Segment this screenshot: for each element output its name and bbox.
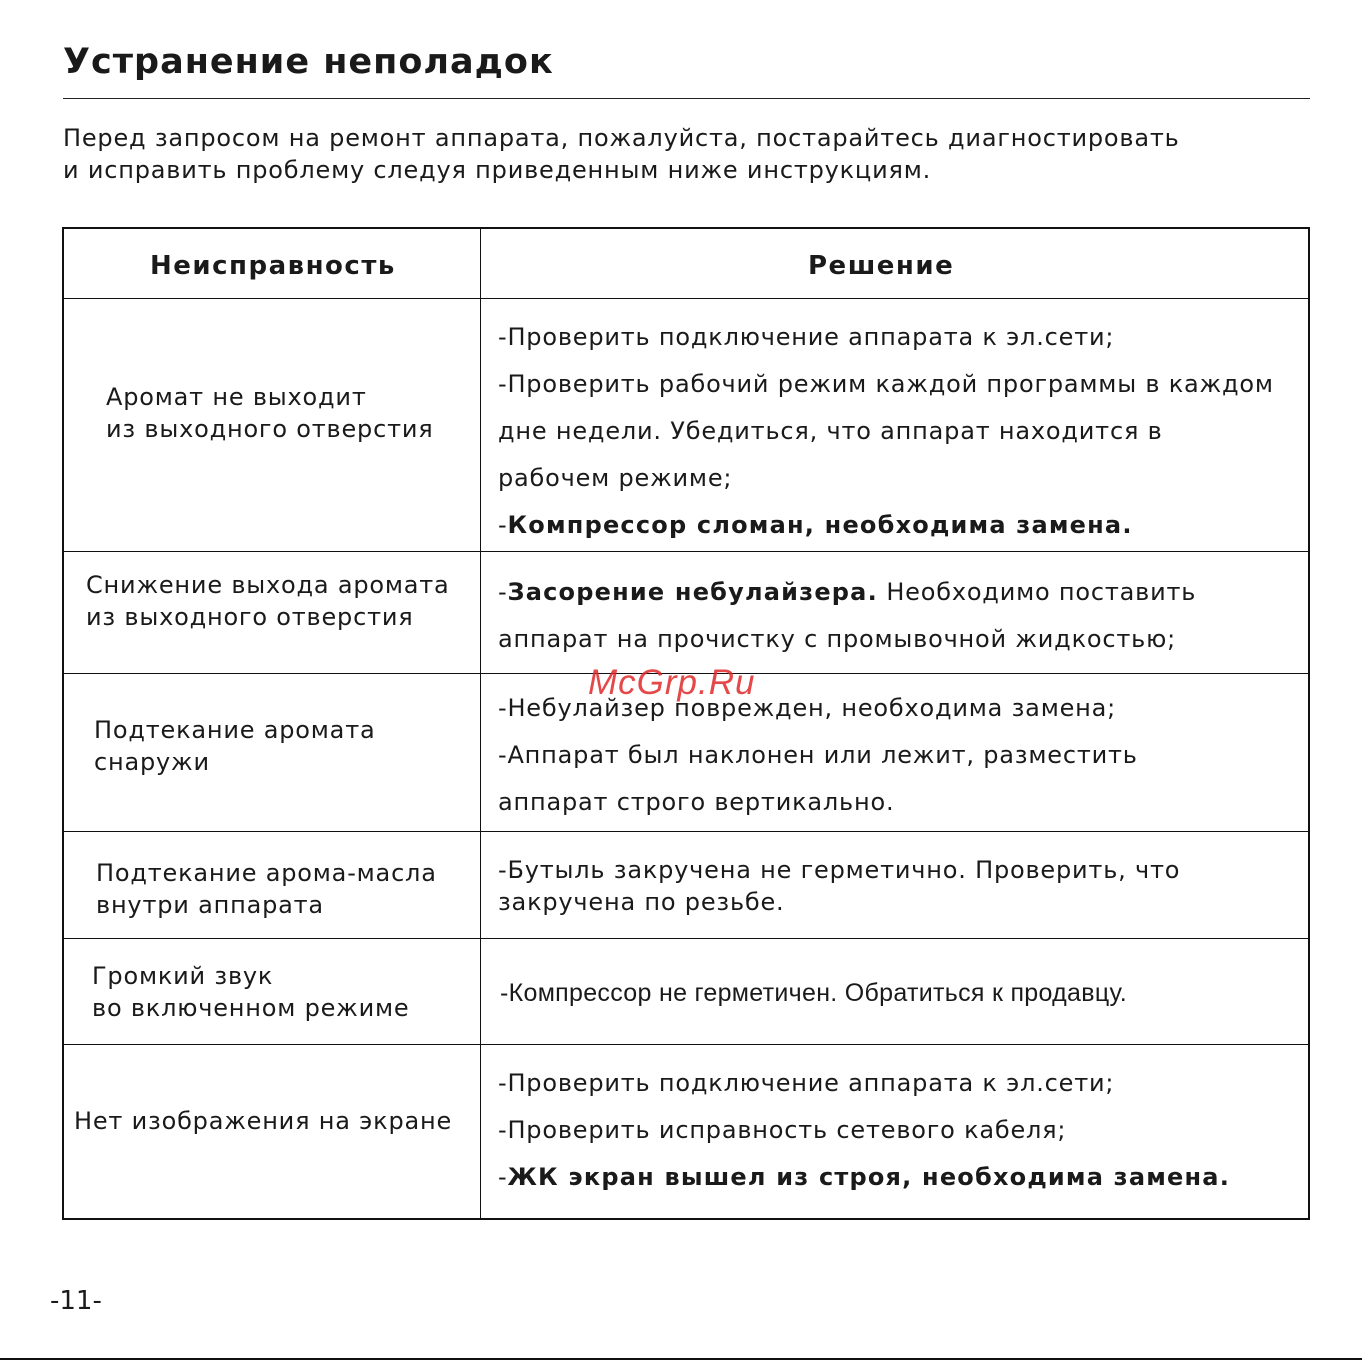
- regular-text: Необходимо поставить: [877, 578, 1197, 606]
- solution-line: аппарат на прочистку с промывочной жидкостью;: [498, 625, 1176, 653]
- solution-line-emphasis: [498, 569, 1196, 616]
- bold-text: Компрессор сломан, необходима замена.: [507, 511, 1133, 539]
- solution-line: -Аппарат был наклонен или лежит, разместить: [498, 741, 1138, 769]
- solution-line: аппарат строго вертикально.: [498, 788, 895, 816]
- troubleshooting-table: [62, 227, 1310, 1220]
- fault-line: Снижение выхода аромата: [86, 571, 450, 599]
- row-divider: [64, 938, 1308, 939]
- fault-line: снаружи: [94, 748, 210, 776]
- title-divider: [63, 98, 1310, 99]
- fault-cell: [106, 381, 433, 445]
- solution-cell: [498, 569, 1196, 663]
- solution-line: -Бутыль закручена не герметично. Проверить, что: [498, 856, 1181, 884]
- solution-line: дне недели. Убедиться, что аппарат находится в: [498, 417, 1163, 445]
- intro-line: и исправить проблему следуя приведенным ниже инструкциям.: [63, 156, 932, 184]
- fault-cell: [92, 960, 409, 1024]
- bottom-divider: [0, 1358, 1362, 1360]
- solution-cell: [500, 977, 1127, 1009]
- fault-cell: [86, 569, 450, 633]
- solution-line-emphasis: [498, 502, 1274, 549]
- fault-line: Нет изображения на экране: [74, 1107, 453, 1135]
- dash-prefix: -: [498, 578, 508, 606]
- solution-line-emphasis: [498, 1154, 1230, 1201]
- fault-line: Громкий звук: [92, 962, 274, 990]
- fault-line: Подтекание арома-масла: [96, 859, 437, 887]
- solution-line: -Проверить подключение аппарата к эл.сети;: [498, 1069, 1115, 1097]
- fault-line: во включенном режиме: [92, 994, 410, 1022]
- bold-text: Засорение небулайзера.: [507, 578, 878, 606]
- fault-line: из выходного отверстия: [106, 415, 434, 443]
- fault-cell: [94, 714, 375, 778]
- fault-cell: [74, 1105, 452, 1137]
- solution-line: -Компрессор не герметичен. Обратиться к продавцу.: [500, 979, 1128, 1007]
- solution-line: закручена по резьбе.: [498, 888, 785, 916]
- solution-line: -Проверить рабочий режим каждой программы в каждом: [498, 370, 1274, 398]
- row-divider: [64, 831, 1308, 832]
- row-divider: [64, 298, 1308, 299]
- fault-line: из выходного отверстия: [86, 603, 414, 631]
- column-divider: [480, 229, 481, 1218]
- header-solution: Решение: [808, 251, 955, 281]
- fault-line: Подтекание аромата: [94, 716, 376, 744]
- fault-cell: [96, 857, 437, 921]
- solution-cell: [498, 685, 1138, 826]
- solution-cell: [498, 854, 1180, 918]
- row-divider: [64, 551, 1308, 552]
- solution-cell: [498, 314, 1274, 549]
- solution-line: -Проверить подключение аппарата к эл.сети;: [498, 323, 1115, 351]
- bold-text: ЖК экран вышел из строя, необходима замена.: [507, 1163, 1231, 1191]
- fault-line: Аромат не выходит: [106, 383, 367, 411]
- solution-cell: [498, 1060, 1230, 1201]
- page-number: -11-: [50, 1286, 102, 1316]
- solution-line: -Проверить исправность сетевого кабеля;: [498, 1116, 1067, 1144]
- intro-paragraph: [63, 122, 1313, 186]
- page-title: Устранение неполадок: [63, 42, 554, 82]
- dash-prefix: -: [498, 511, 508, 539]
- row-divider: [64, 1044, 1308, 1045]
- solution-line: -Небулайзер поврежден, необходима замена;: [498, 694, 1117, 722]
- watermark: McGrp.Ru: [588, 663, 756, 702]
- header-fault: Неисправность: [150, 251, 396, 281]
- solution-line: рабочем режиме;: [498, 464, 733, 492]
- dash-prefix: -: [498, 1163, 508, 1191]
- fault-line: внутри аппарата: [96, 891, 324, 919]
- intro-line: Перед запросом на ремонт аппарата, пожалуйста, постарайтесь диагностировать: [63, 124, 1180, 152]
